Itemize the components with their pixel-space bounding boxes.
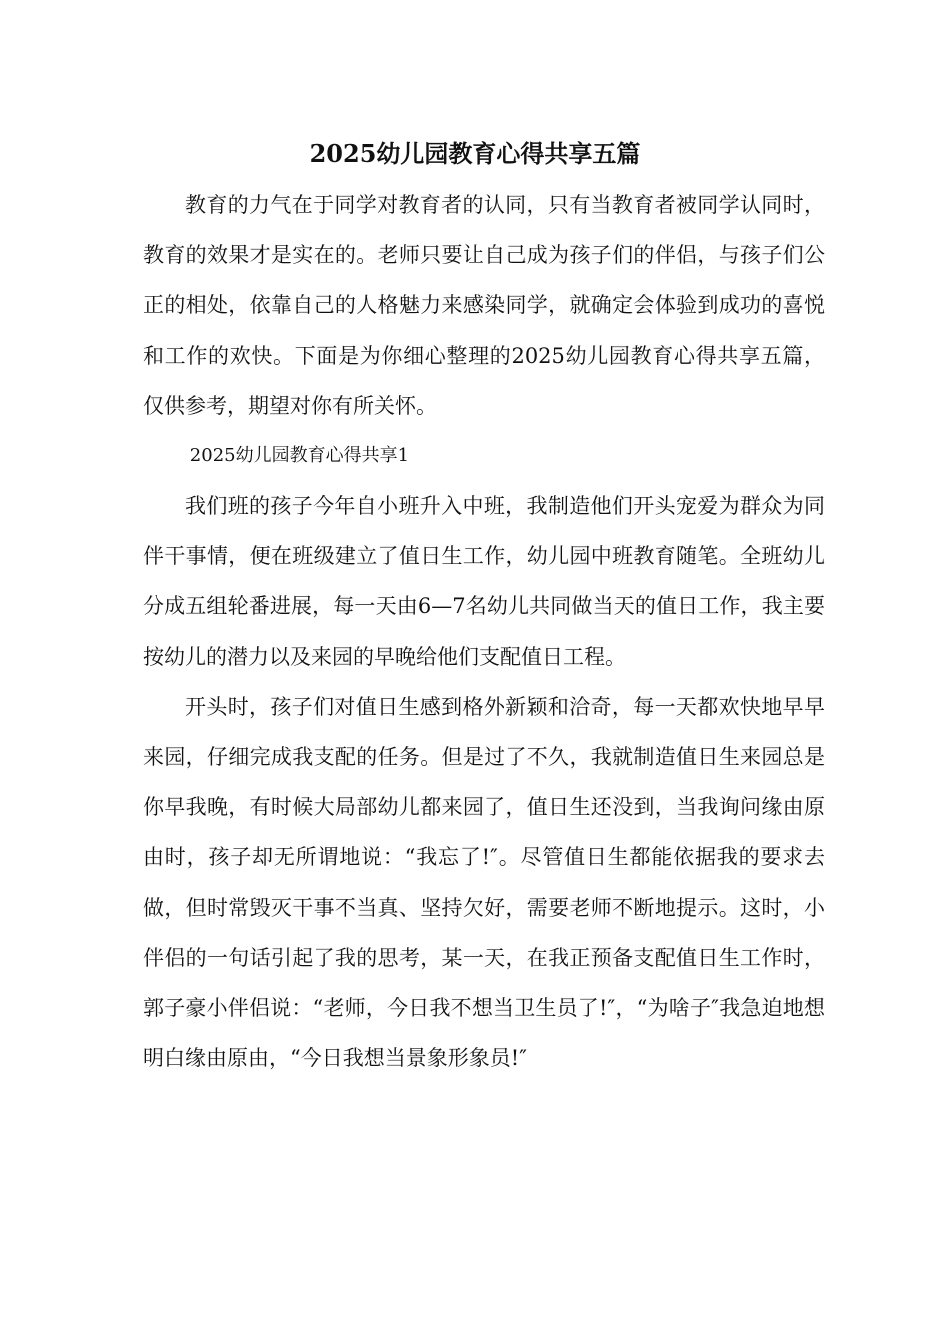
body-paragraph-1: 我们班的孩子今年自小班升入中班，我制造他们开头宠爱为群众为同伴干事情，便在班级建立了值日生工作，幼儿园中班教育随笔。全班幼儿分成五组轮番进展，每一天由6—7名幼儿共同做当天的值日工作，我主要按幼儿的潜力以及来园的早晚给他们支配值日工程。 (143, 494, 825, 669)
document-body (143, 180, 825, 1083)
section-heading: 2025幼儿园教育心得共享1 (189, 445, 410, 467)
body-paragraph-2: 开头时，孩子们对值日生感到格外新颖和洽奇，每一天都欢快地早早来园，仔细完成我支配的任务。但是过了不久，我就制造值日生来园总是你早我晚，有时候大局部幼儿都来园了，值日生还没到，当我询问缘由原由时，孩子却无所谓地说：“我忘了!″。尽管值日生都能依据我的要求去做，但时常毁灭干事不当真、坚持欠好，需要老师不断地提示。这时，小伴侣的一句话引起了我的思考，某一天，在我正预备支配值日生工作时，郭子豪小伴侣说：“老师，今日我不想当卫生员了!″，“为啥子″我急迫地想明白缘由原由，“今日我想当景象形象员!″ (143, 694, 825, 1071)
document-title: 2025幼儿园教育心得共享五篇 (309, 139, 641, 168)
intro-paragraph: 教育的力气在于同学对教育者的认同，只有当教育者被同学认同时，教育的效果才是实在的。老师只要让自己成为孩子们的伴侣，与孩子们公正的相处，依靠自己的人格魅力来感染同学，就确定会体验到成功的喜悦和工作的欢快。下面是为你细心整理的2025幼儿园教育心得共享五篇，仅供参考，期望对你有所关怀。 (143, 193, 825, 418)
